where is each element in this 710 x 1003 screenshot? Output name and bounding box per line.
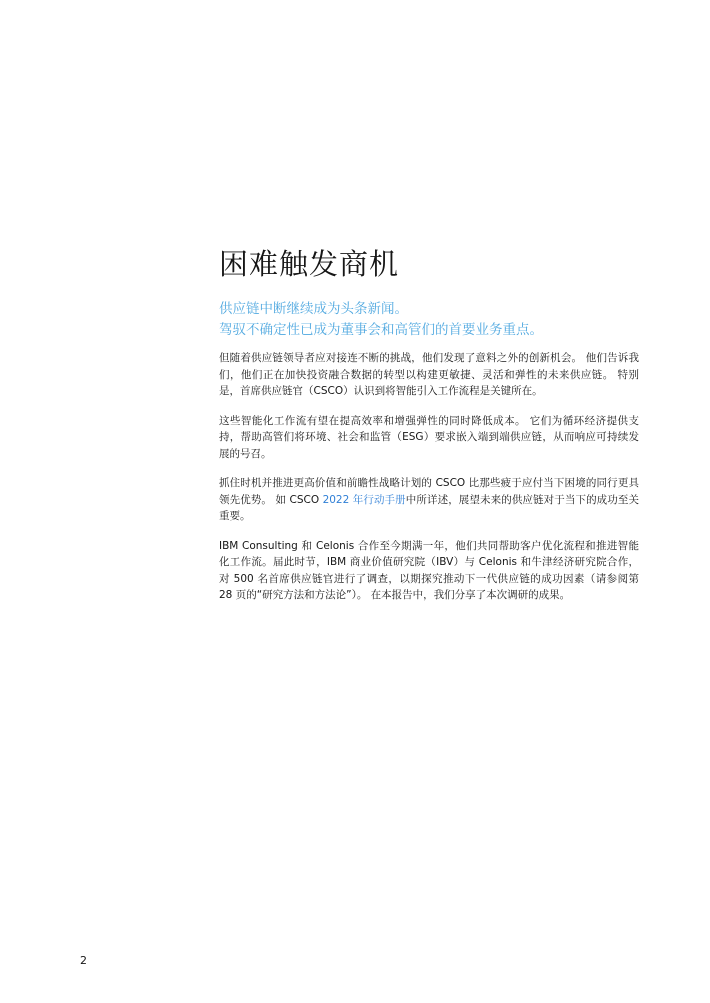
paragraph-1: 但随着供应链领导者应对接连不断的挑战，他们发现了意料之外的创新机会。 他们告诉我们，他们正在加快投资融合数据的转型以构建更敏捷、灵活和弹性的未来供应链。 特别是，首席供应链官（CSCO）认识到将智能引入工作流程是关键所在。: [219, 352, 639, 397]
paragraph-3-text-end: 中所详述，展望未来的供应链对于当下的成功至关重要。: [219, 493, 639, 522]
subtitle: [219, 299, 659, 341]
subtitle-line: 驾驭不确定性已成为董事会和高管们的首要业务重点。: [219, 322, 543, 338]
paragraph-2: 这些智能化工作流有望在提高效率和增强弹性的同时降低成本。 它们为循环经济提供支持，帮助高管们将环境、社会和监管（ESG）要求嵌入端到端供应链，从而响应可持续发展的号召。: [219, 414, 639, 460]
paragraph-3-text-start: 抓住时机并推进更高价值和前瞻性战略计划的 CSCO 比那些疲于应付当下困境的同行更具领先优势。 如 CSCO: [219, 477, 639, 506]
page-title: 困难触发商机: [219, 247, 400, 281]
subtitle-line: 供应链中断继续成为头条新闻。: [219, 301, 408, 317]
page-number: 2: [80, 954, 87, 967]
paragraph-4: IBM Consulting 和 Celonis 合作至今期满一年，他们共同帮助客户优化流程和推进智能化工作流。届此时节，IBM 商业价值研究院（IBV）与 Celonis 和牛津经济研究院合作，对 500 名首席供应链官进行了调查，以期探究推动下一代供应链的成功因素（请参阅第 28 页的“研究方法和方法论”）。 在本报告中，我们分享了本次调研的成果。: [219, 539, 639, 601]
paragraph-3: [219, 475, 639, 525]
playbook-link[interactable]: 2022 年行动手册: [322, 493, 406, 506]
body-text: [219, 350, 639, 617]
